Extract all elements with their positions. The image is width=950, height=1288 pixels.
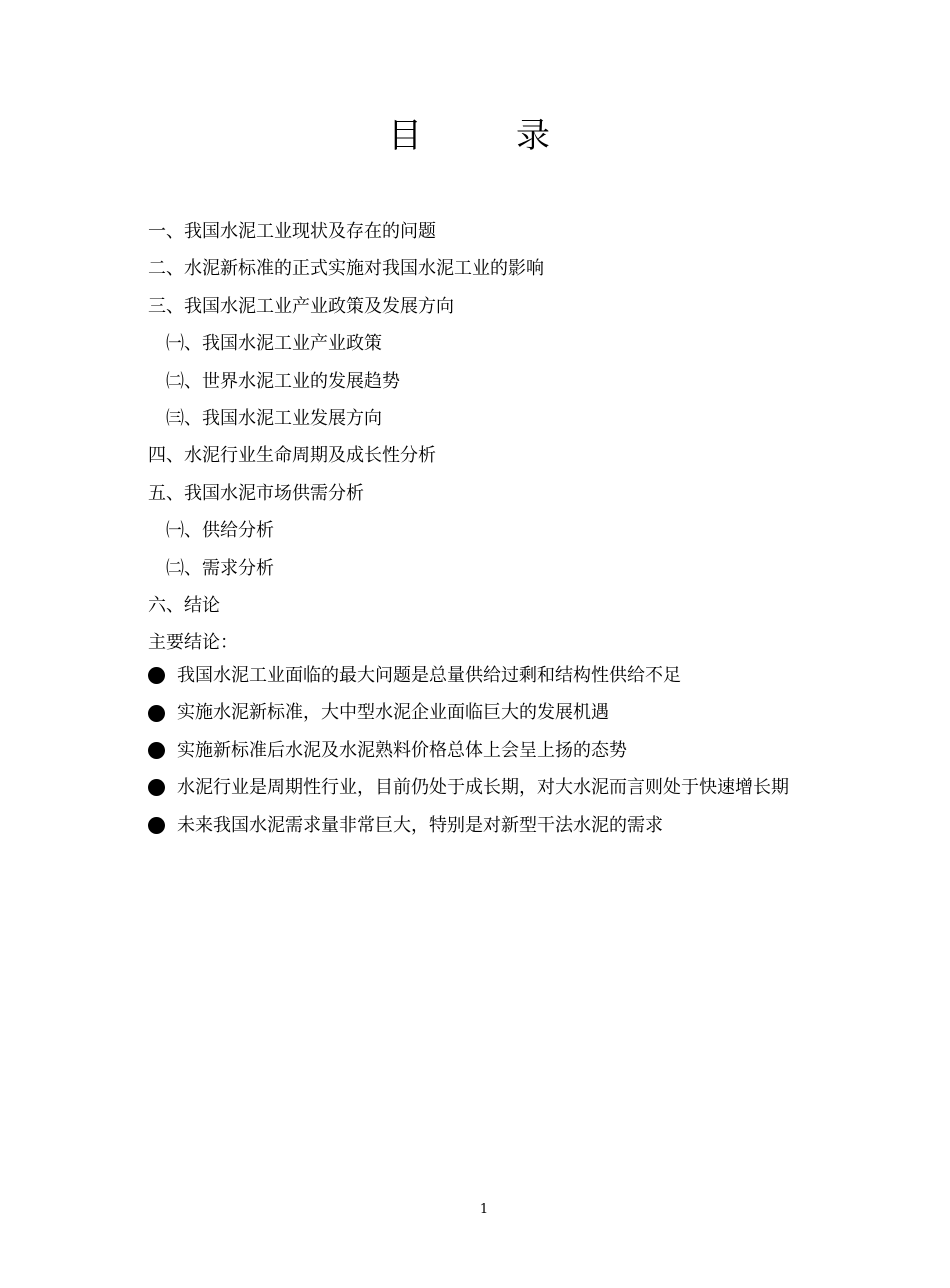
toc-item: 六、结论	[148, 594, 220, 616]
bullet-icon	[148, 667, 165, 684]
conclusion-text: 实施水泥新标准，大中型水泥企业面临巨大的发展机遇	[177, 702, 609, 724]
toc-subitem: ㈠、供给分析	[166, 520, 274, 542]
toc-subitem: ㈡、需求分析	[166, 557, 274, 579]
conclusion-list	[148, 657, 908, 844]
toc-subitem: ㈠、我国水泥工业产业政策	[166, 333, 382, 355]
bullet-icon	[148, 817, 165, 834]
conclusion-item	[148, 732, 908, 769]
toc-subitem: ㈡、世界水泥工业的发展趋势	[166, 370, 400, 392]
bullet-icon	[148, 705, 165, 722]
toc-item: 一、我国水泥工业现状及存在的问题	[148, 221, 436, 242]
conclusion-item	[148, 769, 908, 806]
conclusion-item	[148, 694, 908, 731]
conclusion-text: 水泥行业是周期性行业，目前仍处于成长期，对大水泥而言则处于快速增长期	[177, 777, 789, 799]
conclusions-heading: 主要结论：	[148, 632, 238, 654]
conclusion-text: 未来我国水泥需求量非常巨大，特别是对新型干法水泥的需求	[177, 814, 663, 836]
toc-item: 三、我国水泥工业产业政策及发展方向	[148, 295, 454, 317]
bullet-icon	[148, 742, 165, 759]
conclusion-text: 我国水泥工业面临的最大问题是总量供给过剩和结构性供给不足	[177, 665, 681, 686]
page-title: 目 录	[388, 116, 580, 156]
table-of-contents	[148, 213, 868, 662]
conclusion-item	[148, 657, 908, 694]
toc-item: 五、我国水泥市场供需分析	[148, 482, 364, 504]
page-number: 1	[479, 1202, 489, 1217]
toc-item: 二、水泥新标准的正式实施对我国水泥工业的影响	[148, 258, 544, 280]
conclusion-text: 实施新标准后水泥及水泥熟料价格总体上会呈上扬的态势	[177, 739, 627, 761]
toc-subitem: ㈢、我国水泥工业发展方向	[166, 407, 382, 429]
bullet-icon	[148, 779, 165, 796]
toc-item: 四、水泥行业生命周期及成长性分析	[148, 445, 436, 467]
conclusion-item	[148, 807, 908, 844]
